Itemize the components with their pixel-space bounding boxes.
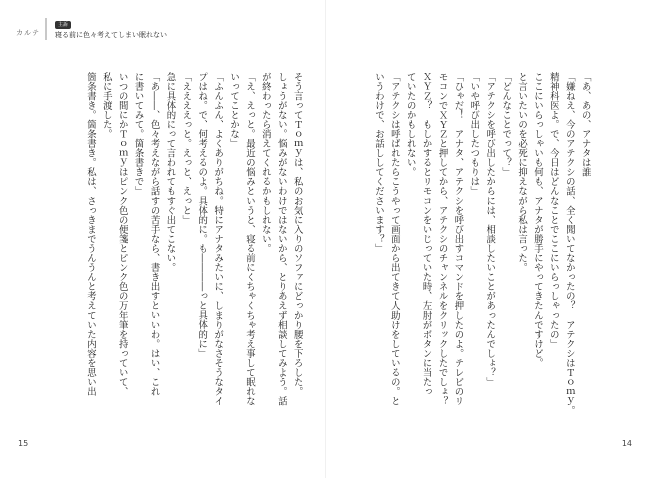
chapter-number-mark (45, 18, 47, 40)
chapter-title: 寝る前に色々考えてしまい眠れない (55, 31, 167, 39)
text-line: と言いたいのを必死に抑えながら私は言った。 (516, 72, 528, 273)
running-header (0, 0, 240, 40)
left-page-number: 15 (18, 439, 29, 448)
text-line: 「アテクシは呼ばれたらこうやって画面から出てきて人助けをしているの。と (388, 72, 400, 406)
right-page-text (370, 72, 593, 416)
text-line: 私に手渡した。 (100, 72, 112, 139)
text-line: プはね。で、何考えるのよ。具体的に。も――――っと具体的に」 (196, 72, 208, 359)
text-line: 「ええええっと。えっと、えっと」 (180, 72, 192, 225)
text-line: 精神科医よ。で、今日はどんなことでここにいらっしゃったの」 (547, 72, 559, 349)
text-line: 「ふんふん、よくありがちね。特にアナタみたいに、しまりがなさそうなタイ (212, 72, 224, 406)
text-line: に書いてみて。箇条書きで」 (132, 72, 144, 197)
text-line: いってことかな」 (228, 72, 240, 149)
text-line: しょうがない。悩みがないわけではないから、とりあえず相談してみよう。話 (275, 72, 287, 406)
left-page-text (82, 72, 305, 412)
text-line: 急に具体的にって言われてもすぐ出てこない。 (164, 72, 176, 273)
text-line: いつの間にかＴｏｍｙはピンク色の便箋とピンク色の万年筆を持っていて、 (116, 72, 128, 397)
text-line: ていたのかもしれない。 (404, 72, 416, 177)
page-gutter (325, 0, 326, 478)
text-line: 「あ、あの、アナタは誰 (579, 72, 591, 177)
right-page-number: 14 (621, 439, 632, 448)
text-line: ＸＹＺ？ もしかするとリモコンをいじっていた時、左肘がボタンに当たっ (420, 72, 432, 397)
section-label: カルテ (16, 29, 40, 37)
text-line: 箇条書き。箇条書き。私は、さっきまでうんうんと考えていた内容を思い出 (84, 72, 96, 397)
text-line: そう言ってＴｏｍｙは、私のお気に入りのソファにどっかり腰を下ろした。 (291, 72, 303, 397)
text-line: 「どんなことでって？」 (500, 72, 512, 177)
chapter-badge: 主訴 (55, 21, 71, 29)
text-line: 「あ――、色々考えながら話すの苦手なら、書き出すといいわ。はい、これ (148, 72, 160, 397)
text-line: 「嫌ねえ、今のアテクシの話、全く聞いてなかったの？ アテクシはＴｏｍｙ。 (563, 72, 575, 416)
text-line: いうわけで、お話ししてくださいます？」 (372, 72, 384, 254)
text-line: モコンでＸＹＺと押してから、アテクシのチャンネルをクリックしたでしょ？ (436, 72, 448, 406)
text-line: 「いや呼び出したつもりは」 (468, 72, 480, 197)
text-line: 「ひゃだ！ アナタ、アテクシを呼び出すコマンドを押したのよ。テレビのリ (452, 72, 464, 406)
text-line: が終わったら消えてくれるかもしれない。 (259, 72, 271, 254)
text-line: 「え、えっと。最近の悩みというと、寝る前にくちゃくちゃ考え事して眠れな (243, 72, 255, 406)
text-line: ここにいらっしゃいも何も、アナタが勝手にやってきたんですけど。 (531, 72, 543, 368)
text-line: 「アテクシを呼び出したからには、相談したいことがあったんでしょ？」 (484, 72, 496, 387)
